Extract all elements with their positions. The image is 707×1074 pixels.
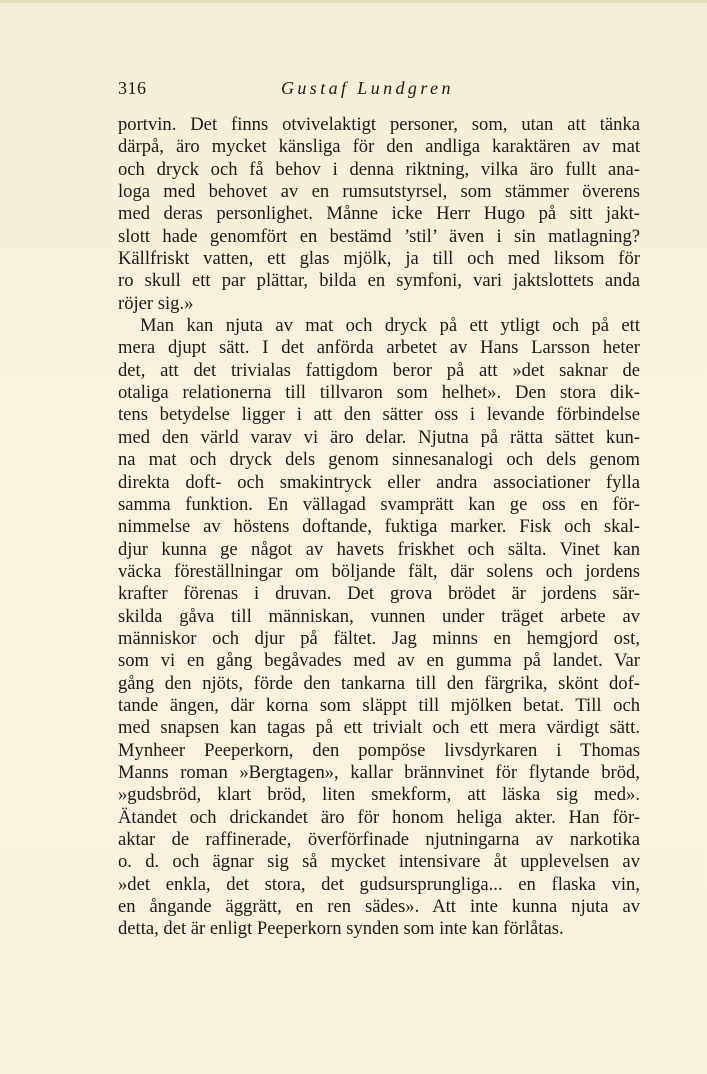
page-top-edge xyxy=(0,0,707,3)
text-line: Manns roman »Bergtagen», kallar brännvinet för flytande bröd, xyxy=(118,761,640,783)
text-line: Mynheer Peeperkorn, den pompöse livsdyrkaren i Thomas xyxy=(118,739,640,761)
text-line: krafter förenas i druvan. Det grova brödet är jordens sär- xyxy=(118,583,640,605)
text-line: detta, det är enligt Peeperkorn synden som inte kan förlåtas. xyxy=(118,918,564,940)
text-line: »gudsbröd, klart bröd, liten smekform, att läska sig med». xyxy=(118,784,640,806)
text-line: röjer sig.» xyxy=(118,292,194,314)
text-line: människor och djur på fältet. Jag minns en hemgjord ost, xyxy=(118,627,640,649)
text-line: med den värld varav vi äro delar. Njutna på rätta sättet kun- xyxy=(118,426,640,448)
text-line: ro skull ett par plättar, bilda en symfoni, vari jaktslottets anda xyxy=(118,270,640,292)
paragraph xyxy=(118,315,640,941)
text-line: med deras personlighet. Månne icke Herr Hugo på sitt jakt- xyxy=(118,203,640,225)
paragraph xyxy=(118,114,640,315)
text-line: loga med behovet av en rumsutstyrsel, som stämmer överens xyxy=(118,181,640,203)
text-line: tens betydelse ligger i att den sätter oss i levande förbindelse xyxy=(118,404,640,426)
text-line: gång den njöts, förde den tankarna till den färgrika, skönt dof- xyxy=(118,672,640,694)
text-line: direkta doft- och smakintryck eller andra associationer fylla xyxy=(118,471,640,493)
text-line: slott hade genomfört en bestämd ’stil’ även i sin matlagning? xyxy=(118,225,640,247)
body-text xyxy=(118,114,640,941)
text-line: med snapsen kan tagas på ett trivialt och ett mera värdigt sätt. xyxy=(118,717,640,739)
text-line: Man kan njuta av mat och dryck på ett ytligt och på ett xyxy=(140,315,640,337)
text-line: na mat och dryck dels genom sinnesanalogi och dels genom xyxy=(118,449,640,471)
text-line: Ätandet och drickandet äro för honom heliga akter. Han för- xyxy=(118,806,640,828)
running-head: Gustaf Lundgren xyxy=(281,78,454,98)
text-line: samma funktion. En vällagad svamprätt kan ge oss en för- xyxy=(118,493,640,515)
text-line: och dryck och få behov i denna riktning, vilka äro fullt ana- xyxy=(118,158,640,180)
text-line: tande ängen, där korna som släppt till mjölken betat. Till och xyxy=(118,694,640,716)
text-line: o. d. och ägnar sig så mycket intensivare åt upplevelsen av xyxy=(118,851,640,873)
page-header xyxy=(118,78,640,102)
text-line: därpå, äro mycket känsliga för den andliga karaktären av mat xyxy=(118,136,640,158)
text-line: som vi en gång begåvades med av en gumma på landet. Var xyxy=(118,650,640,672)
text-line: otaliga relationerna till tillvaron som helhet». Den stora dik- xyxy=(118,382,640,404)
text-line: »det enkla, det stora, det gudsursprungliga... en flaska vin, xyxy=(118,873,640,895)
text-line: mera djupt sätt. I det anförda arbetet av Hans Larsson heter xyxy=(118,337,640,359)
text-line: aktar de raffinerade, överförfinade njutningarna av narkotika xyxy=(118,829,640,850)
text-line: djur kunna ge något av havets friskhet och sälta. Vinet kan xyxy=(118,538,640,560)
text-line: portvin. Det finns otvivelaktigt personer, som, utan att tänka xyxy=(118,114,640,135)
text-line: väcka föreställningar om böljande fält, där solens och jordens xyxy=(118,560,640,582)
text-line: en ångande äggrätt, en ren sädes». Att inte kunna njuta av xyxy=(118,896,640,918)
text-line: det, att det trivialas fattigdom beror på att »det saknar de xyxy=(118,359,640,381)
text-line: Källfriskt vatten, ett glas mjölk, ja till och med liksom för xyxy=(118,248,640,270)
text-line: nimmelse av höstens doftande, fuktiga marker. Fisk och skal- xyxy=(118,516,640,538)
text-line: skilda gåva till människan, vunnen under träget arbete av xyxy=(118,605,640,627)
page-number: 316 xyxy=(118,78,147,98)
